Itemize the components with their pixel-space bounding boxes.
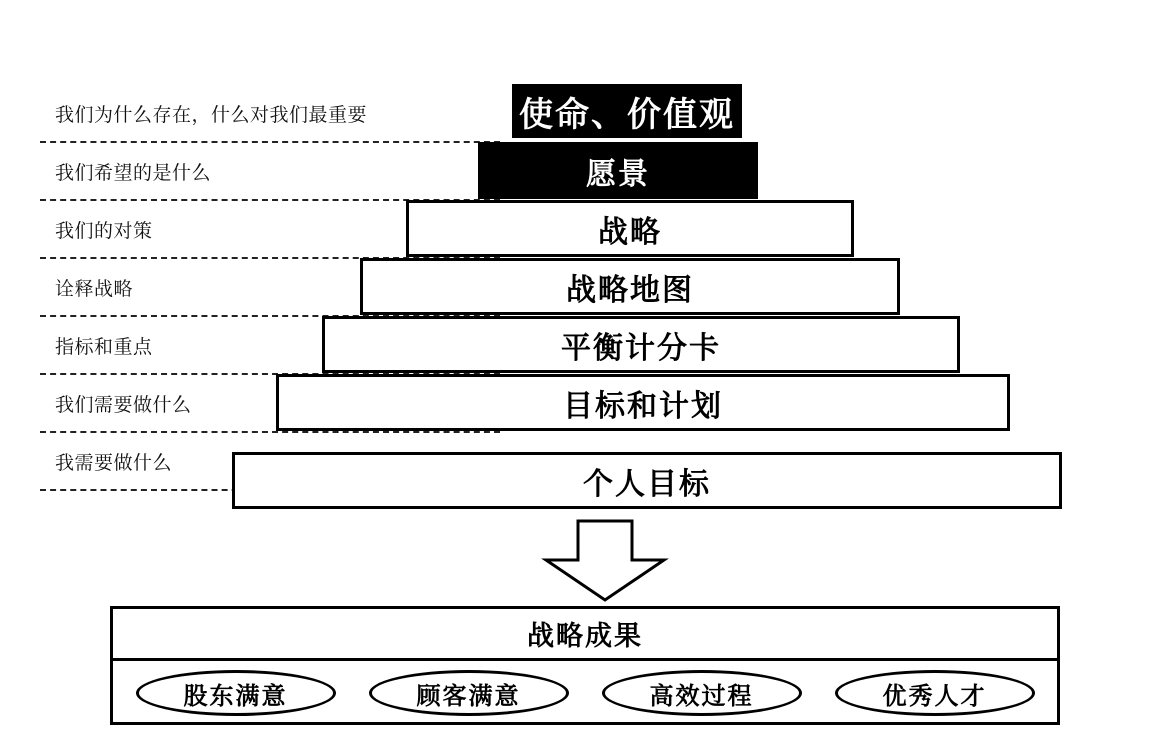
pyramid-layer-goals-and-plans[interactable] xyxy=(276,374,1010,431)
pyramid-layer-label-6: 目标和计划 xyxy=(563,389,723,423)
pyramid-layer-mission-values[interactable] xyxy=(512,84,742,138)
pyramid-layer-vision[interactable] xyxy=(478,142,758,199)
pyramid-layer-label-4: 战略地图 xyxy=(566,273,694,307)
results-item-list xyxy=(113,661,1057,725)
result-item-label-1: 股东满意 xyxy=(183,682,288,710)
result-item-label-2: 顾客满意 xyxy=(416,682,521,710)
annotation-label-1: 我们为什么存在，什么对我们最重要 xyxy=(55,104,368,126)
result-item-customer[interactable] xyxy=(369,670,569,716)
pyramid-layer-personal-goals[interactable] xyxy=(232,452,1062,509)
annotation-label-2: 我们希望的是什么 xyxy=(55,162,212,184)
result-item-process[interactable] xyxy=(602,670,802,716)
result-item-label-4: 优秀人才 xyxy=(882,682,987,710)
pyramid-layer-label-3: 战略 xyxy=(598,215,662,249)
pyramid-layer-label-2: 愿景 xyxy=(586,157,650,191)
down-arrow-icon xyxy=(540,518,670,603)
annotation-label-6: 我们需要做什么 xyxy=(55,394,192,416)
annotation-label-7: 我需要做什么 xyxy=(55,452,173,474)
pyramid-layer-strategy-map[interactable] xyxy=(360,258,900,315)
result-item-talent[interactable] xyxy=(835,670,1035,716)
annotation-label-4: 诠释战略 xyxy=(55,278,134,300)
annotation-row-1 xyxy=(40,85,500,143)
pyramid-layer-strategy[interactable] xyxy=(406,200,854,257)
annotation-row-2 xyxy=(40,143,500,201)
annotation-label-3: 我们的对策 xyxy=(55,220,153,242)
strategy-results-box xyxy=(110,606,1060,725)
pyramid-layer-label-1: 使命、价值观 xyxy=(519,95,735,134)
pyramid-layer-balanced-scorecard[interactable] xyxy=(322,316,960,373)
pyramid-layer-label-7: 个人目标 xyxy=(583,467,711,501)
annotation-label-5: 指标和重点 xyxy=(55,336,153,358)
result-item-label-3: 高效过程 xyxy=(649,682,754,710)
results-title: 战略成果 xyxy=(113,609,1057,661)
result-item-shareholder[interactable] xyxy=(136,670,336,716)
pyramid-layer-label-5: 平衡计分卡 xyxy=(561,331,721,365)
